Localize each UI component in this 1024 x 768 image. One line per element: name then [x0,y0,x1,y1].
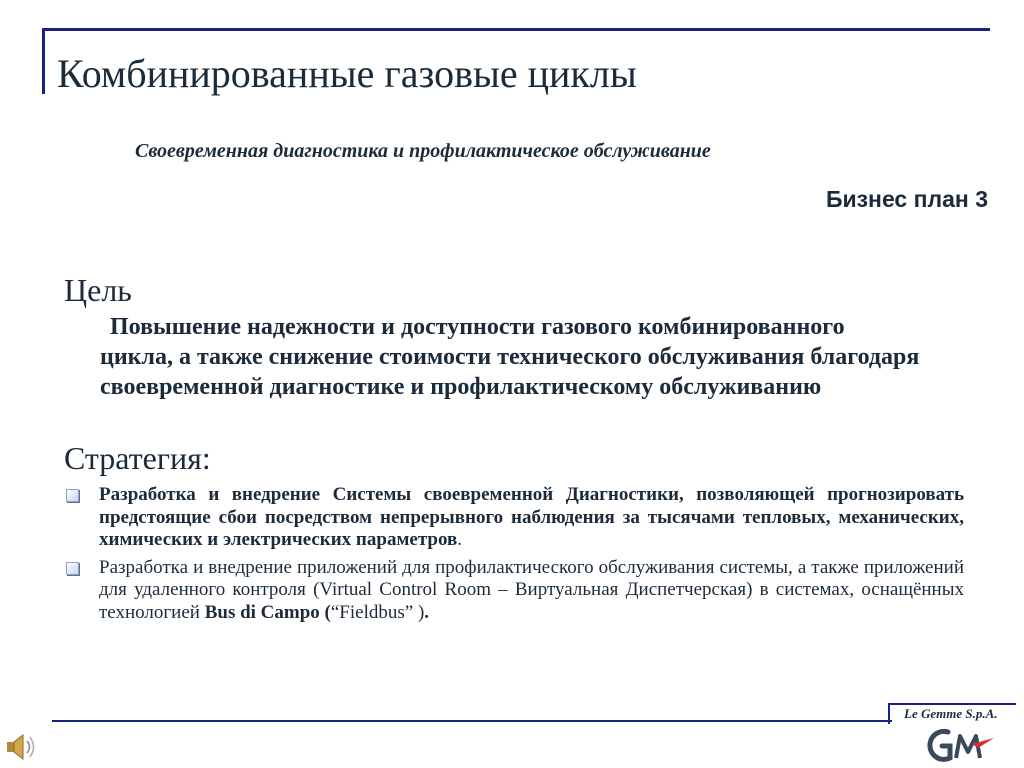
strategy-item-text [99,484,964,552]
strategy-item-1-period: . [457,529,462,550]
le-gemme-logo-icon [926,724,996,768]
business-plan-label: Бизнес план 3 [825,186,988,212]
footer-divider [52,720,892,722]
speaker-icon[interactable] [4,730,38,764]
strategy-item-2-text: Разработка и внедрение приложений для профилактического обслуживания системы, а также приложений для удаленного контроля (Virtual Control Room – Виртуальная Диспетчерская) в системах, оснащённых технологией [99,556,964,623]
slide-subtitle: Своевременная диагностика и профилактическое обслуживание [135,140,711,162]
slide-title: Комбинированные газовые циклы [57,51,637,96]
strategy-item-2-quote: “Fieldbus” ) [330,601,425,623]
strategy-heading: Стратегия: [64,440,211,476]
goal-text: Повышение надежности и доступности газового комбинированного цикла, а также снижение стоимости технического обслуживания благодаря своевременной диагностике и профилактическому обслуживанию [100,314,920,400]
square-bullet-icon [66,562,79,575]
goal-heading: Цель [64,272,132,308]
strategy-item-text [99,557,964,625]
goal-text-block [100,312,920,402]
strategy-item [64,557,964,625]
strategy-list [64,484,964,629]
square-bullet-icon [66,489,79,502]
header-frame-left-line [42,28,45,94]
strategy-item-2-bold: Bus di Campo ( [204,601,331,623]
strategy-item-2-period: . [424,601,430,623]
company-name: Le Gemme S.p.A. [904,706,998,721]
strategy-item [64,484,964,552]
header-frame-top-line [42,28,990,31]
strategy-item-1-text: Разработка и внедрение Системы своевременной Диагностики, позволяющей прогнозировать предстоящие сбои посредством непрерывного наблюдения за тысячами тепловых, механических, химических и электрических параметров [99,484,964,550]
